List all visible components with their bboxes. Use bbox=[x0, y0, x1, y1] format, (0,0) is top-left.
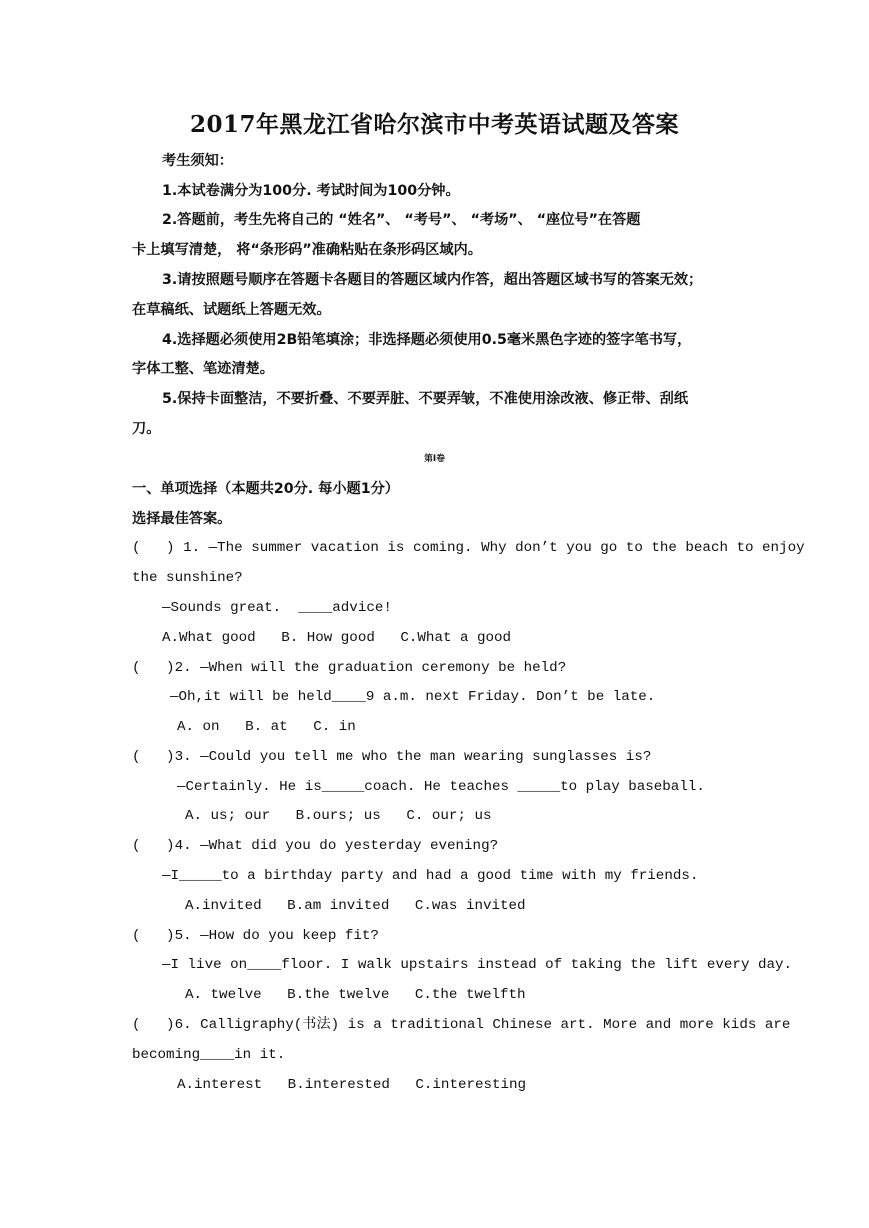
notice-item-2-line-1: 2.答题前，考生先将自己的 “姓名”、 “考号”、 “考场”、 “座位号”在答题 bbox=[162, 212, 641, 228]
question-2-line-1: ( )2. —When will the graduation ceremony be held? bbox=[132, 660, 567, 676]
section-heading: 一、单项选择（本题共20分. 每小题1分） bbox=[132, 481, 399, 497]
notice-item-2-line-2: 卡上填写清楚， 将“条形码”准确粘贴在条形码区域内。 bbox=[132, 242, 482, 258]
question-3-answer: —Certainly. He is_____coach. He teaches _____to play baseball. bbox=[177, 779, 705, 795]
notice-item-5-line-2: 刀。 bbox=[132, 421, 161, 437]
section-instruction: 选择最佳答案。 bbox=[132, 511, 232, 527]
question-3-line-1: ( )3. —Could you tell me who the man wearing sunglasses is? bbox=[132, 749, 652, 765]
question-4-line-1: ( )4. —What did you do yesterday evening? bbox=[132, 838, 499, 854]
question-5-options: A. twelve B.the twelve C.the twelfth bbox=[185, 987, 526, 1003]
question-4-answer: —I_____to a birthday party and had a good time with my friends. bbox=[162, 868, 699, 884]
question-2-options: A. on B. at C. in bbox=[177, 719, 356, 735]
question-1-answer: —Sounds great. ____advice! bbox=[162, 600, 392, 616]
notice-heading: 考生须知： bbox=[162, 153, 233, 169]
notice-item-4-line-2: 字体工整、笔迹清楚。 bbox=[132, 361, 274, 377]
question-3-options: A. us; our B.ours; us C. our; us bbox=[185, 808, 492, 824]
notice-item-1: 1.本试卷满分为100分. 考试时间为100分钟。 bbox=[162, 183, 460, 199]
question-5-line-1: ( )5. —How do you keep fit? bbox=[132, 928, 379, 944]
question-6-line-1: ( )6. Calligraphy(书法) is a traditional Chinese art. More and more kids are bbox=[132, 1017, 791, 1033]
notice-item-4-line-1: 4.选择题必须使用2B铅笔填涂；非选择题必须使用0.5毫米黑色字迹的签字笔书写， bbox=[162, 332, 692, 348]
notice-item-3-line-2: 在草稿纸、试题纸上答题无效。 bbox=[132, 302, 331, 318]
volume-label: 第Ⅰ卷 bbox=[424, 454, 445, 464]
notice-item-3-line-1: 3.请按照题号顺序在答题卡各题目的答题区域内作答，超出答题区域书写的答案无效； bbox=[162, 272, 703, 288]
question-1-options: A.What good B. How good C.What a good bbox=[162, 630, 512, 646]
notice-item-5-line-1: 5.保持卡面整洁，不要折叠、不要弄脏、不要弄皱，不准使用涂改液、修正带、刮纸 bbox=[162, 391, 689, 407]
question-4-options: A.invited B.am invited C.was invited bbox=[185, 898, 526, 914]
question-6-line-2: becoming____in it. bbox=[132, 1047, 286, 1063]
question-1-line-1: ( ) 1. —The summer vacation is coming. Why don’t you go to the beach to enjoy bbox=[132, 540, 805, 556]
question-6-options: A.interest B.interested C.interesting bbox=[177, 1077, 527, 1093]
question-1-line-2: the sunshine? bbox=[132, 570, 243, 586]
question-5-answer: —I live on____floor. I walk upstairs instead of taking the lift every day. bbox=[162, 957, 793, 973]
question-2-answer: —Oh,it will be held____9 a.m. next Friday. Don’t be late. bbox=[170, 689, 656, 705]
document-title: 2017年黑龙江省哈尔滨市中考英语试题及答案 bbox=[189, 111, 679, 138]
